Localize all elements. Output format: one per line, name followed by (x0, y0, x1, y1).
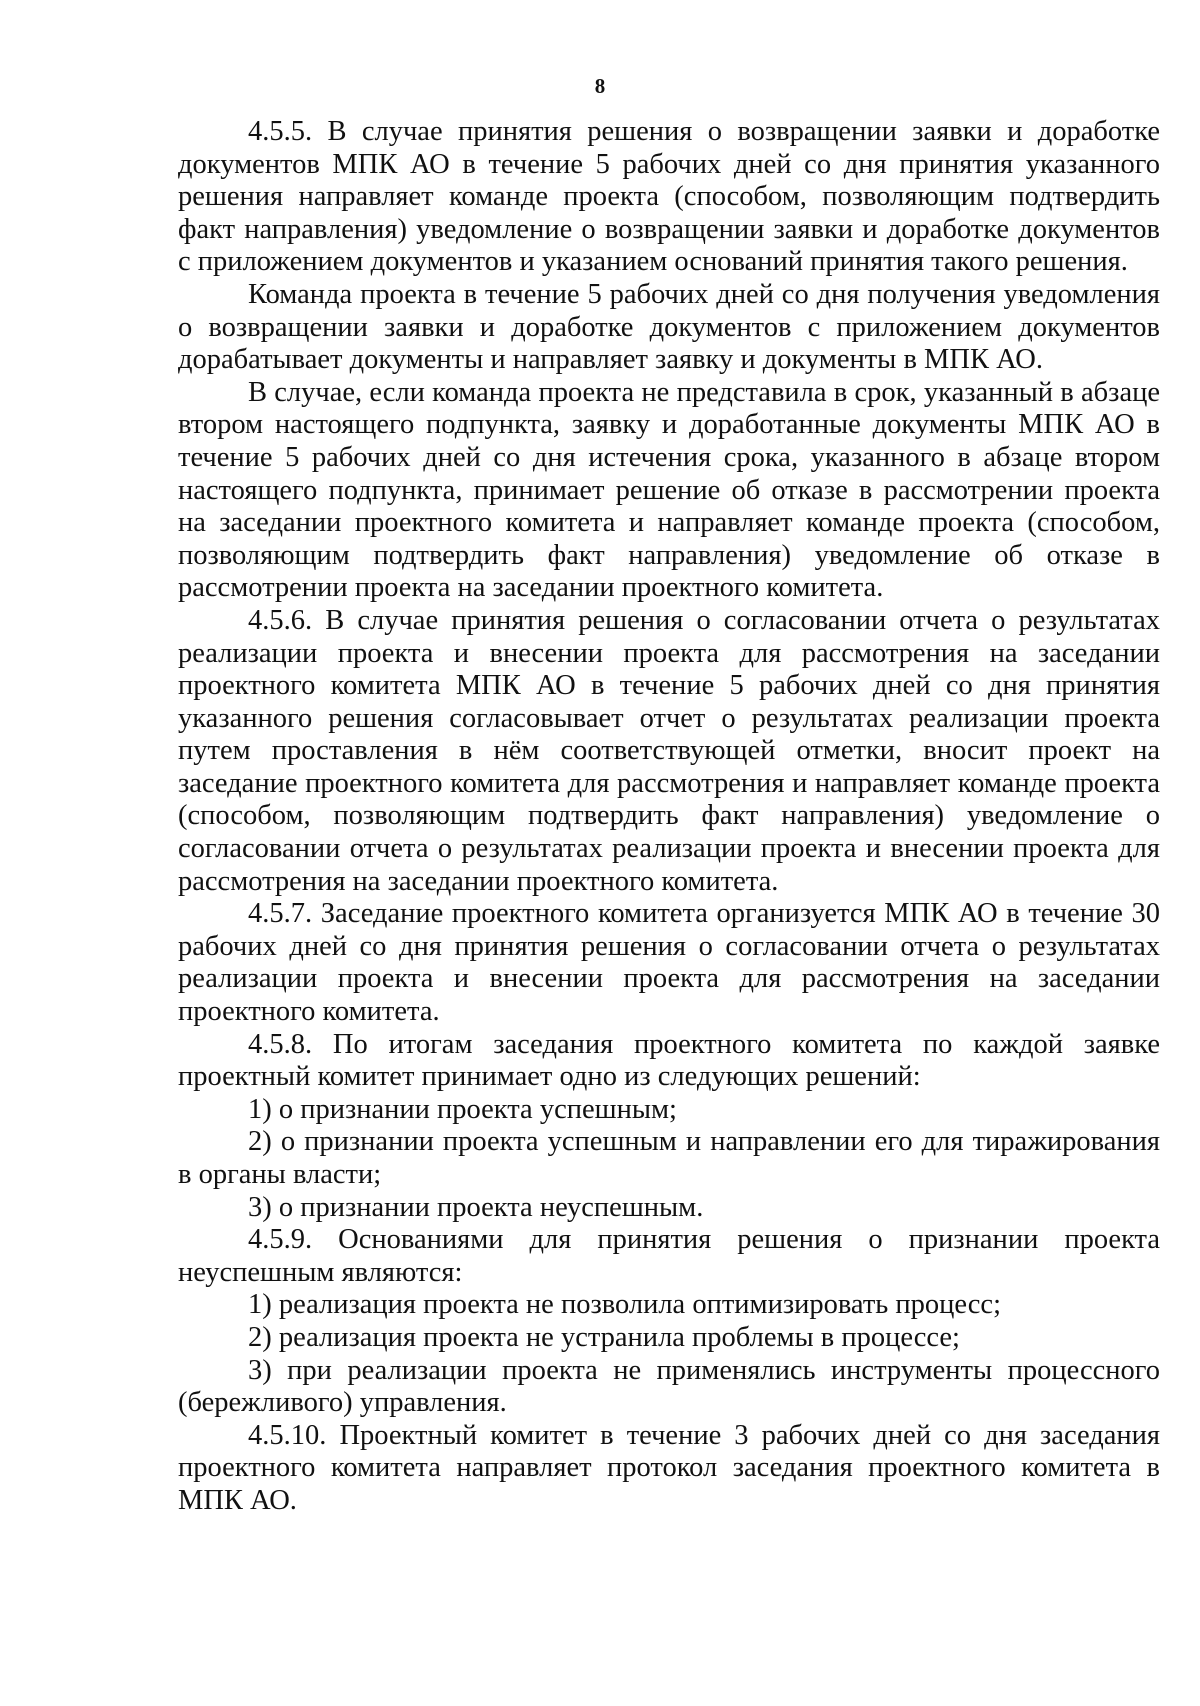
paragraph-refusal: В случае, если команда проекта не представила в срок, указанный в абзаце втором настоящего подпункта, заявку и доработанные документы МПК АО в течение 5 рабочих дней со дня истечения срока, указанного в абзаце втором настоящего подпункта, принимает решение об отказе в рассмотрении проекта на заседании проектного комитета и направляет команде проекта (способом, позволяющим подтвердить факт направления) уведомление об отказе в рассмотрении проекта на заседании проектного комитета. (178, 376, 1160, 604)
paragraph-4-5-9: 4.5.9. Основаниями для принятия решения о признании проекта неуспешным являются: (178, 1224, 1160, 1288)
list-item-decision-2: 2) о признании проекта успешным и направлении его для тиражирования в органы власти; (178, 1126, 1160, 1190)
document-body (178, 116, 1160, 1518)
paragraph-team-revision: Команда проекта в течение 5 рабочих дней со дня получения уведомления о возвращении заявки и доработке документов с приложением документов дорабатывает документы и направляет заявку и документы в МПК АО. (178, 278, 1160, 376)
paragraph-4-5-7: 4.5.7. Заседание проектного комитета организуется МПК АО в течение 30 рабочих дней со дня принятия решения о согласовании отчета о результатах реализации проекта и внесении проекта для рассмотрения на заседании проектного комитета. (178, 898, 1160, 1028)
list-item-decision-1: 1) о признании проекта успешным; (248, 1093, 677, 1125)
paragraph-4-5-10: 4.5.10. Проектный комитет в течение 3 рабочих дней со дня заседания проектного комитета направляет протокол заседания проектного комитета в МПК АО. (178, 1419, 1160, 1516)
list-item-ground-3: 3) при реализации проекта не применялись инструменты процессного (бережливого) управления. (178, 1354, 1160, 1419)
list-item-ground-1: 1) реализация проекта не позволила оптимизировать процесс; (248, 1289, 1001, 1321)
list-item-ground-2: 2) реализация проекта не устранила проблемы в процессе; (248, 1321, 960, 1353)
paragraph-4-5-8: 4.5.8. По итогам заседания проектного комитета по каждой заявке проектный комитет принимает одно из следующих решений: (178, 1028, 1160, 1093)
paragraph-4-5-5: 4.5.5. В случае принятия решения о возвращении заявки и доработке документов МПК АО в течение 5 рабочих дней со дня принятия указанного решения направляет команде проекта (способом, позволяющим подтвердить факт направления) уведомление о возвращении заявки и доработке документов с приложением документов и указанием оснований принятия такого решения. (178, 116, 1160, 278)
paragraph-4-5-6: 4.5.6. В случае принятия решения о согласовании отчета о результатах реализации проекта и внесении проекта для рассмотрения на заседании проектного комитета МПК АО в течение 5 рабочих дней со дня принятия указанного решения согласовывает отчет о результатах реализации проекта путем проставления в нём соответствующей отметки, вносит проект на заседание проектного комитета для рассмотрения и направляет команде проекта (способом, позволяющим подтвердить факт направления) уведомление о согласовании отчета о результатах реализации проекта и внесении проекта для рассмотрения на заседании проектного комитета. (178, 604, 1160, 897)
page-number: 8 (594, 74, 606, 98)
list-item-decision-3: 3) о признании проекта неуспешным. (248, 1191, 704, 1223)
